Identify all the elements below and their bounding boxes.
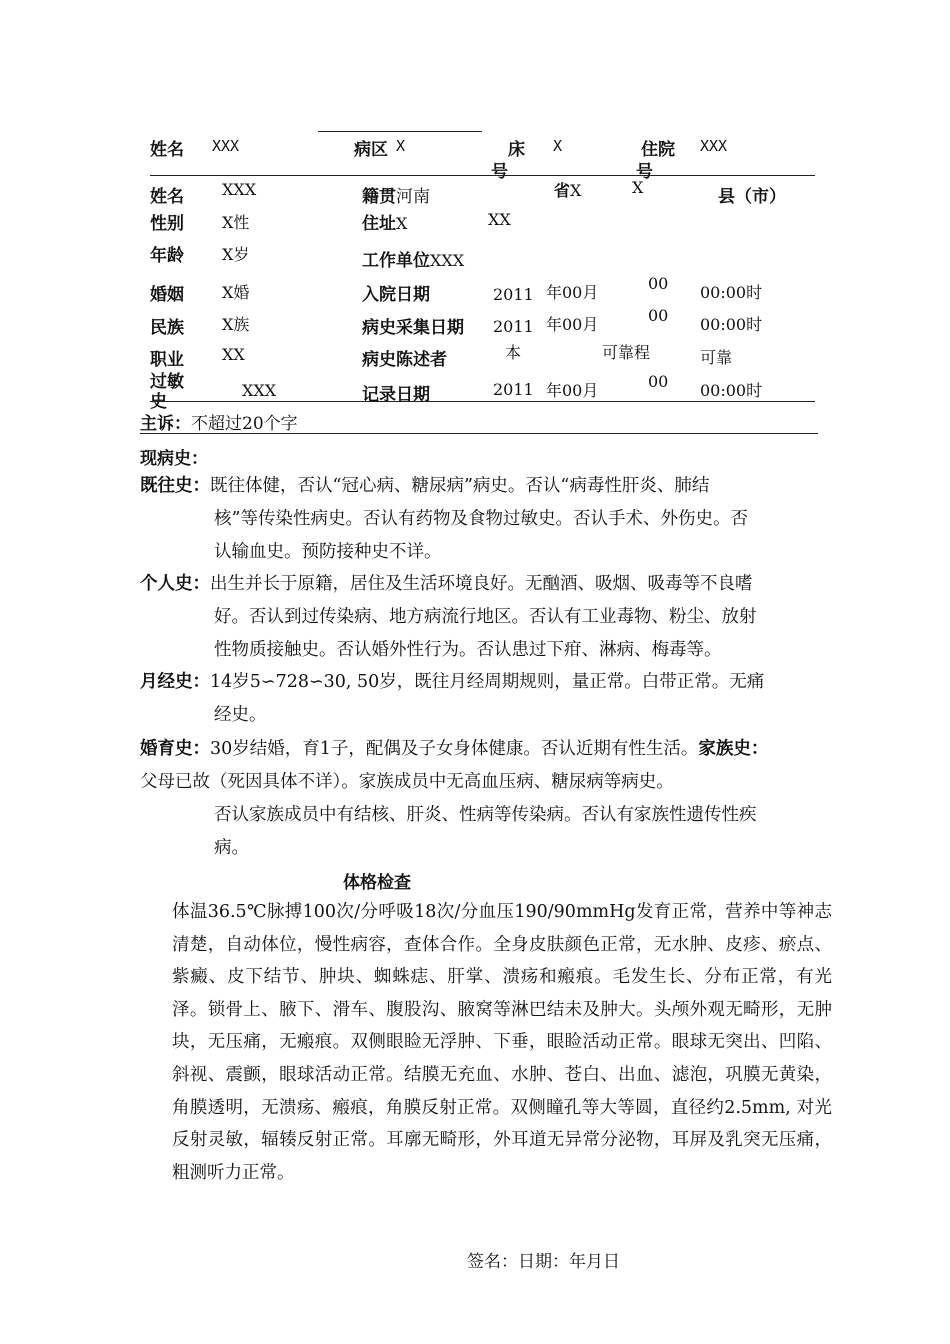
info-narrator-label: 病史陈述者 [362,350,447,370]
info-record-month: 年00月 [546,381,599,400]
info-admit-year: 2011 [493,285,534,304]
complaint-label: 主诉： [140,414,191,434]
info-work-label: 工作单位 [362,251,430,271]
personal-history [140,568,830,667]
info-job-value: XX [222,345,245,364]
menstrual-line-2: 经史。 [214,705,267,725]
info-native-value: 河南 [396,187,430,207]
past-line-2: 核”等传染性病史。否认有药物及食物过敏史。否认手术、外伤史。否 [214,509,748,529]
info-city-value: X [632,178,644,197]
header-name-value: XXX [212,137,240,155]
header-bed-value: X [553,137,563,155]
info-collect-time: 00:00时 [700,315,763,334]
info-address-label: 住址 [362,214,396,234]
info-record-date-label: 记录日期 [362,385,430,405]
complaint-divider [140,433,818,434]
marital-label: 婚育史： [140,739,210,759]
info-collect-date-label: 病史采集日期 [362,318,464,338]
family-line-4: 病。 [214,838,249,858]
personal-line-2: 好。否认到过传染病、地方病流行地区。否认有工业毒物、粉尘、放射 [214,607,757,627]
info-work-value: XXX [430,251,465,270]
family-line-3: 否认家族成员中有结核、肝炎、性病等传染病。否认有家族性遗传性疾 [214,805,757,825]
personal-line-1: 出生并长于原籍，居住及生活环境良好。无酗酒、吸烟、吸毒等不良嗜 [210,574,753,594]
info-narrator-value: 本 [505,343,522,362]
personal-line-3: 性物质接触史。否认婚外性行为。否认患过下疳、淋病、梅毒等。 [214,640,722,660]
header-admit-no-label: 住院 [641,140,675,160]
past-history [140,470,830,569]
family-label: 家族史： [698,739,769,759]
info-ethnic-value: X族 [222,315,250,334]
info-province-value: X [570,181,582,200]
info-job-label: 职业 [150,350,184,370]
info-age-label: 年龄 [150,246,184,266]
signature-line: 签名：日期：年月日 [467,1252,620,1272]
personal-label: 个人史： [140,574,210,594]
header-name-label: 姓名 [150,140,184,160]
info-name-value: XXX [222,180,257,199]
info-divider [150,401,815,402]
exam-text: 体温36.5℃脉搏100次/分呼吸18次/分血压190/90mmHg发育正常，营养中等神志清楚，自动体位，慢性病容，查体合作。全身皮肤颜色正常，无水肿、皮疹、瘀点、紫癜、皮下结节、肿块、蜘蛛痣、肝掌、溃疡和瘢痕。毛发生长、分布正常，有光泽。锁骨上、腋下、滑车、腹股沟、腋窝等淋巴结未及肿大。头颅外观无畸形，无肿块，无压痛，无瘢痕。双侧眼睑无浮肿、下垂，眼睑活动正常。眼球无突出、凹陷、斜视、震颤，眼球活动正常。结膜无充血、水肿、苍白、出血、滤泡，巩膜无黄染，角膜透明，无溃疡、瘢痕，角膜反射正常。双侧瞳孔等大等圆，直径约2.5mm, 对光反射灵敏，辐辏反射正常。耳廓无畸形，外耳道无异常分泌物，耳屏及乳突无压痛，粗测听力正常。 [172,902,832,1183]
info-native-label: 籍贯 [362,187,396,207]
info-ethnic-label: 民族 [150,318,184,338]
past-label: 既往史： [140,476,210,496]
present-label: 现病史： [140,449,208,469]
info-age-value: X岁 [222,245,250,264]
info-province-label: 省 [554,181,571,200]
info-admit-time: 00:00时 [700,283,763,302]
marital-family-history [140,733,840,865]
header-ward-value: X [396,137,406,155]
past-line-3: 认输血史。预防接种史不详。 [214,542,442,562]
past-line-1: 既往体健，否认“冠心病、糖尿病”病史。否认“病毒性肝炎、肺结 [210,476,710,496]
info-address-value: X [396,214,408,233]
info-admit-month: 年00月 [546,283,599,302]
header-top-line [318,131,482,132]
info-county-label: 县（市） [718,187,786,207]
info-admit-date-label: 入院日期 [362,285,430,305]
info-collect-month: 年00月 [546,315,599,334]
header-admit-no-label-2: 号 [636,162,653,182]
header-divider [150,175,815,176]
info-record-time: 00:00时 [700,381,763,400]
info-gender-label: 性别 [150,214,184,234]
info-name-label: 姓名 [150,187,184,207]
header-bed-label-2: 号 [491,162,508,182]
info-reliability-label: 可靠程 [602,343,651,362]
info-collect-day: 00 [648,306,669,325]
info-allergy-label: 过敏史 [150,372,184,412]
info-gender-value: X性 [222,213,250,232]
exam-title: 体格检查 [343,873,411,893]
menstrual-line-1: 14岁5∽728∽30, 50岁，既往月经周期规则，量正常。白带正常。无痛 [210,672,765,692]
info-admit-day: 00 [648,274,669,293]
complaint-text: 不超过20个字 [191,414,298,434]
marital-text: 30岁结婚，育1子，配偶及子女身体健康。否认近期有性生活。 [210,739,699,759]
info-collect-year: 2011 [493,317,534,336]
info-record-day: 00 [648,372,669,391]
info-record-year: 2011 [493,380,534,399]
header-ward-label: 病区 [354,140,388,160]
info-allergy-value: XXX [242,381,277,400]
family-line-2: 父母已故（死因具体不详）。家族成员中无高血压病、糖尿病等病史。 [140,772,674,792]
info-marriage-label: 婚姻 [150,285,184,305]
header-bed-label: 床 [508,140,525,160]
info-reliability-value: 可靠 [700,348,733,367]
info-marriage-value: X婚 [222,283,250,302]
info-address-value-2: XX [488,210,511,229]
header-admit-no-value: XXX [700,137,728,155]
menstrual-label: 月经史： [140,672,210,692]
menstrual-history [140,666,830,732]
